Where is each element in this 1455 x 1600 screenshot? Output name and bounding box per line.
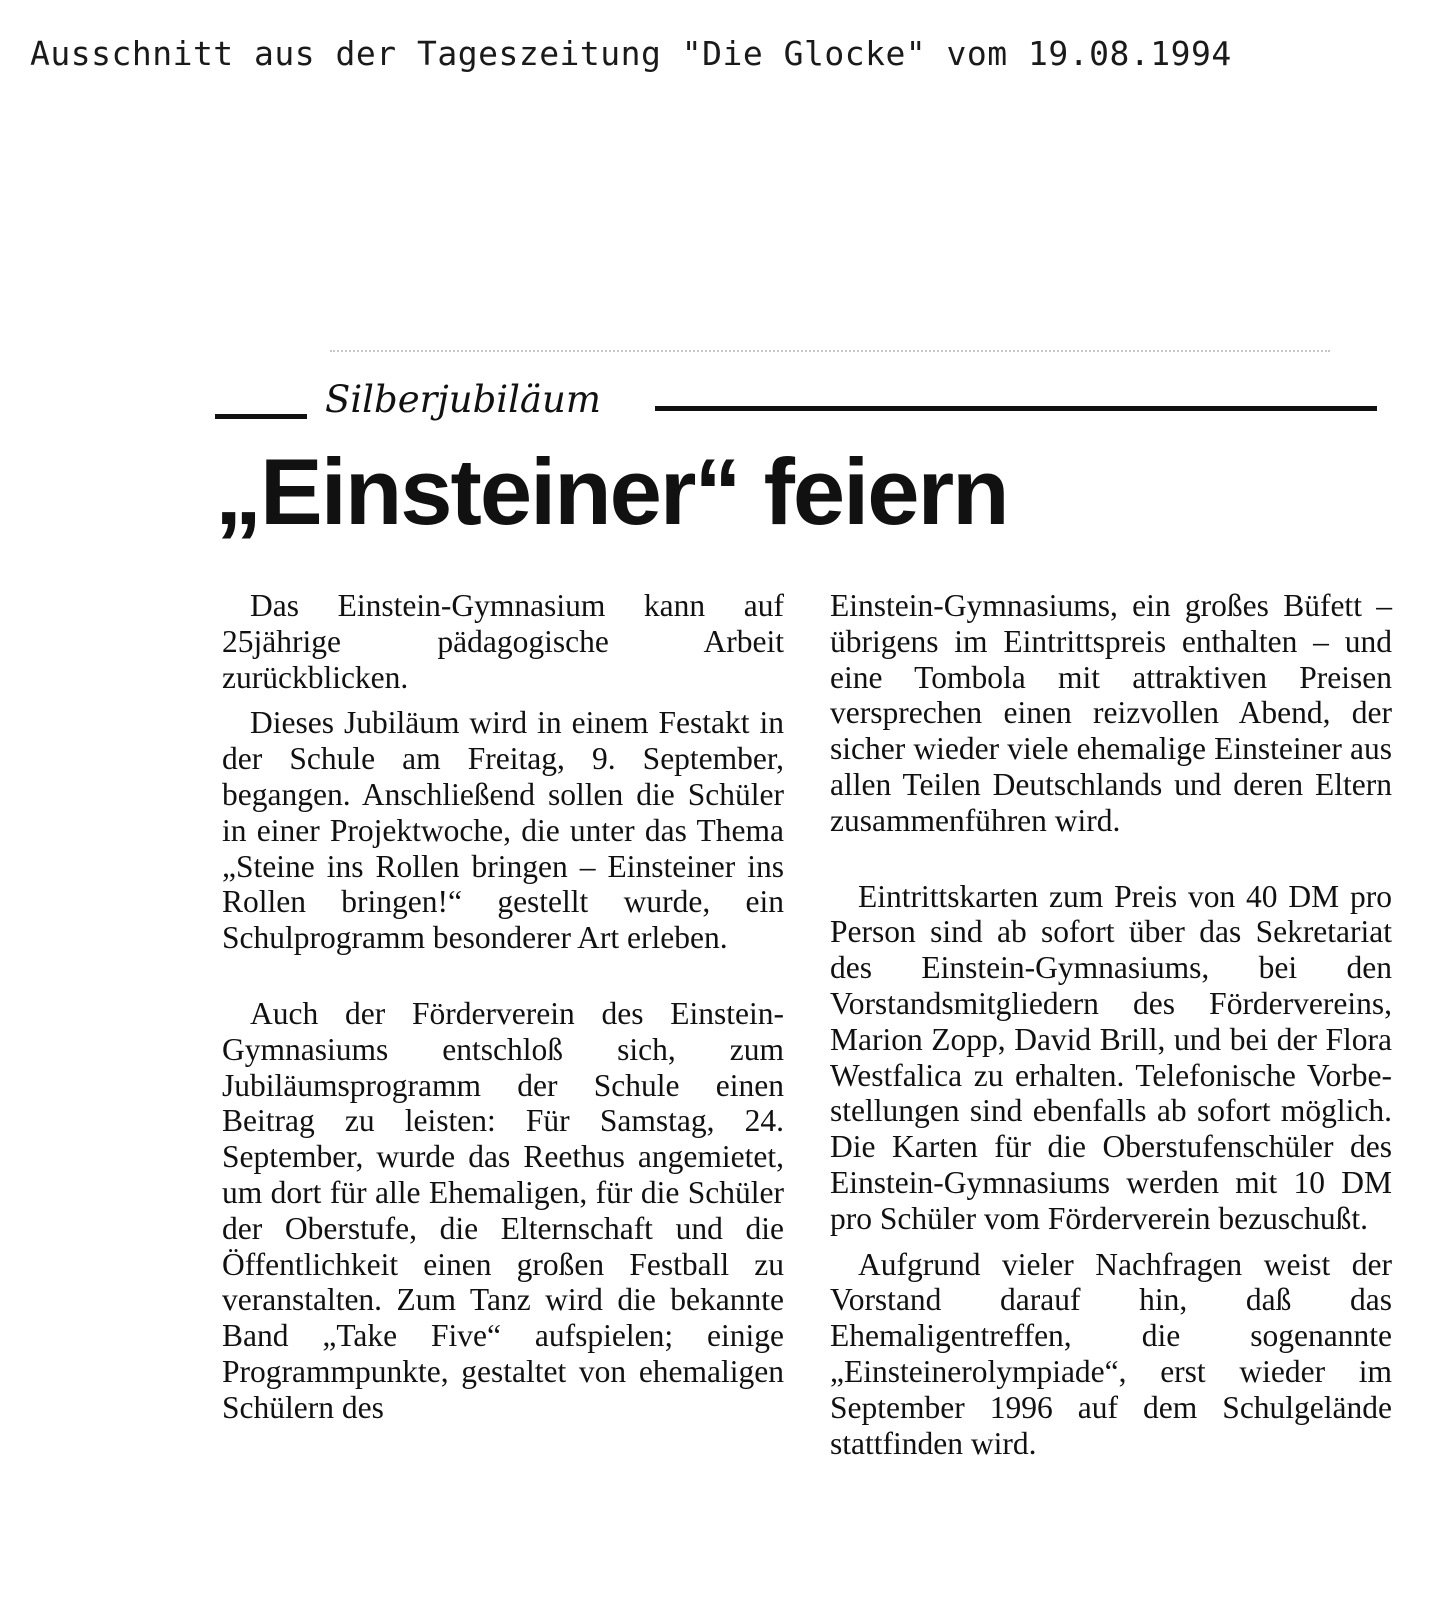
paragraph: Auch der Förderverein des Einstein-Gymnasiums entschloß sich, zum Jubiläumsprogramm der Schule einen Beitrag zu leisten: Für Samstag, 24. September, wurde das Reethus angemietet, um dort für alle Ehemaligen, für die Schüler der Oberstufe, die Elternschaft und die Öffentlichkeit einen großen Festball zu veranstalten. Zum Tanz wird die bekannte Band „Take Five“ aufspielen; einige Programmpunkte, gestaltet von ehemaligen Schülern des [222,995,784,1425]
kicker-rule-left [215,414,307,419]
paragraph: Einstein-Gymnasiums, ein großes Büfett – übrigens im Eintrittspreis enthalten – und eine Tombola mit attraktiven Preisen versprechen einen reizvollen Abend, der sicher wieder viele ehemalige Einsteiner aus allen Teilen Deutschlands und deren Eltern zusammenführen wird. [830,588,1392,838]
paragraph: Aufgrund vieler Nachfragen weist der Vorstand darauf hin, daß das Ehemaligentreffen, die sogenannte „Einsteinerolympiade“, erst wieder im September 1996 auf dem Schulgelände stattfinden wird. [830,1246,1392,1461]
article-column-right [830,588,1392,1461]
article-column-left [222,588,784,1426]
paragraph: Das Einstein-Gymnasium kann auf 25jährige pädagogische Arbeit zurückblicken. [222,588,784,695]
headline: „Einsteiner“ feiern [215,439,1008,544]
paragraph: Dieses Jubiläum wird in einem Festakt in der Schule am Freitag, 9. September, begangen. Anschließend sollen die Schüler in einer Projektwoche, die unter das Thema „Steine ins Rollen bringen – Einsteiner ins Rollen bringen!“ gestellt wurde, ein Schulprogramm besonderer Art erleben. [222,705,784,956]
paragraph: Eintrittskarten zum Preis von 40 DM pro Person sind ab sofort über das Sekretariat des Einstein-Gymnasiums, bei den Vorstandsmitgliedern des Fördervereins, Marion Zopp, David Brill, und bei der Flora Westfalica zu erhalten. Telefonische Vorbestellungen sind ebenfalls ab sofort möglich. Die Karten für die Oberstufenschüler des Einstein-Gymnasiums werden mit 10 DM pro Schüler vom Förderverein bezuschußt. [830,878,1392,1236]
source-caption: Ausschnitt aus der Tageszeitung "Die Glocke" vom 19.08.1994 [30,34,1232,73]
scan-artifact-line [330,350,1330,354]
kicker: Silberjubiläum [325,378,601,421]
kicker-rule-right [655,406,1377,411]
kicker-row [215,380,1380,432]
